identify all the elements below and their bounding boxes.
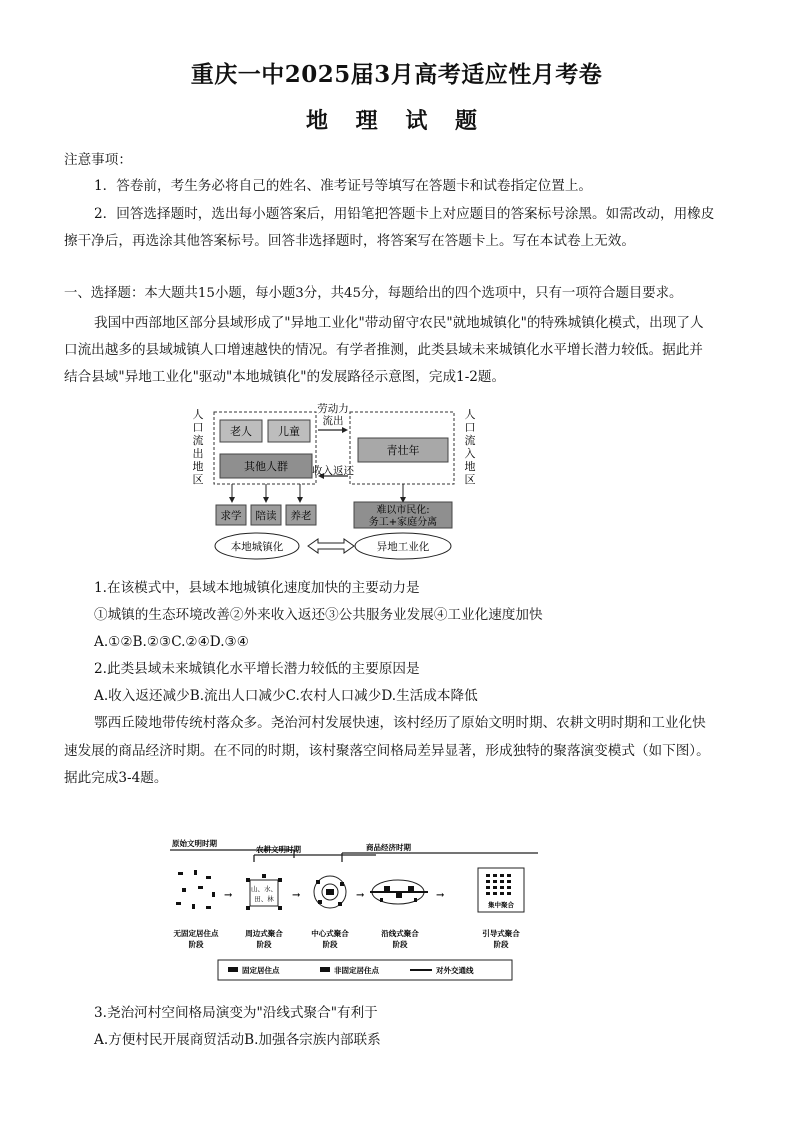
study-label: 求学 bbox=[220, 510, 242, 522]
q1-options: A.①②B.②③C.②④D.③④ bbox=[94, 634, 249, 650]
subject-title: 地 理 试 题 bbox=[306, 108, 487, 134]
legend-fixed-label: 固定居住点 bbox=[242, 966, 280, 975]
remote-industrialization-label: 异地工业化 bbox=[376, 541, 430, 553]
urbanization-path-diagram bbox=[190, 398, 480, 568]
q3-options: A.方便村民开展商贸活动B.加强各宗族内部联系 bbox=[94, 1032, 381, 1048]
settlement-evolution-diagram bbox=[166, 836, 546, 986]
svg-text:→: → bbox=[436, 890, 445, 901]
hard-citizenize-label-2: 务工+家庭分离 bbox=[368, 517, 438, 528]
hard-citizenize-label-1: 难以市民化: bbox=[376, 505, 430, 516]
youth-label: 青壮年 bbox=[386, 444, 420, 457]
q3-stem: 3.尧治河村空间格局演变为"沿线式聚合"有利于 bbox=[94, 1005, 378, 1021]
right-vertical-label: 人口流入地区 bbox=[464, 408, 476, 486]
stage-1-label-1: 无固定居住点 bbox=[173, 929, 219, 938]
labor-outflow-label-2: 流出 bbox=[322, 415, 344, 427]
q1-stem: 1.在该模式中，县域本地城镇化速度加快的主要动力是 bbox=[94, 580, 420, 596]
stage-5-guided bbox=[478, 868, 524, 912]
legend-nonfixed-label: 非固定居住点 bbox=[334, 966, 379, 975]
geo-label-2: 田、林 bbox=[254, 895, 274, 903]
stage-2-label-2: 阶段 bbox=[256, 940, 272, 949]
notice-item-1: 1．答卷前，考生务必将自己的姓名、准考证号等填写在答题卡和试卷指定位置上。 bbox=[94, 178, 593, 194]
exam-title: 重庆一中2025届3月高考适应性月考卷 bbox=[190, 61, 603, 88]
accompany-label: 陪读 bbox=[255, 510, 277, 522]
stage-5-label-1: 引导式聚合 bbox=[482, 929, 520, 938]
local-urbanization-label: 本地城镇化 bbox=[230, 541, 284, 553]
period-2-label: 农耕文明时期 bbox=[256, 845, 301, 854]
legend-road-label: 对外交通线 bbox=[436, 966, 474, 975]
left-vertical-label: 人口流出地区 bbox=[192, 408, 204, 486]
elderly-care-label: 养老 bbox=[290, 510, 312, 522]
stage-3-label-1: 中心式聚合 bbox=[311, 929, 349, 938]
income-return-label: 收入返还 bbox=[312, 465, 354, 477]
period-3-label: 商品经济时期 bbox=[366, 843, 411, 852]
svg-text:→: → bbox=[356, 890, 365, 901]
period-1-label: 原始文明时期 bbox=[172, 839, 217, 848]
geo-label-1: 山、水、 bbox=[251, 885, 277, 893]
stage-2-label-1: 周边式聚合 bbox=[245, 929, 283, 938]
intro-line-3: 结合县域"异地工业化"驱动"本地城镇化"的发展路径示意图，完成1-2题。 bbox=[64, 369, 506, 385]
mutual-arrow bbox=[308, 539, 354, 553]
stage-4-label-1: 沿线式聚合 bbox=[381, 929, 419, 938]
q2-options: A.收入返还减少B.流出人口减少C.农村人口减少D.生活成本降低 bbox=[94, 688, 478, 704]
section-heading: 一、选择题：本大题共15小题，每小题3分，共45分，每题给出的四个选项中，只有一项符合题目要求。 bbox=[64, 286, 683, 301]
notice-item-2-line-2: 擦干净后，再选涂其他答案标号。回答非选择题时，将答案写在答题卡上。写在本试卷上无效。 bbox=[64, 233, 635, 249]
q1-items: ①城镇的生态环境改善②外来收入返还③公共服务业发展④工业化速度加快 bbox=[94, 607, 543, 623]
stage-3-central bbox=[314, 876, 346, 908]
stage-5-label-2: 阶段 bbox=[493, 940, 509, 949]
stage-3-label-2: 阶段 bbox=[322, 940, 338, 949]
notice-heading: 注意事项： bbox=[64, 152, 132, 168]
passage2-line-1: 鄂西丘陵地带传统村落众多。尧治河村发展快速，该村经历了原始文明时期、农耕文明时期和工业化快 bbox=[94, 715, 706, 731]
stage-4-linear bbox=[370, 880, 428, 904]
svg-text:→: → bbox=[292, 890, 301, 901]
q2-stem: 2.此类县域未来城镇化水平增长潜力较低的主要原因是 bbox=[94, 661, 420, 677]
others-label: 其他人群 bbox=[244, 460, 288, 473]
passage2-line-2: 速发展的商品经济时期。在不同的时期，该村聚落空间格局差异显著，形成独特的聚落演变模式（如下图）。 bbox=[64, 743, 710, 759]
elder-label: 老人 bbox=[230, 425, 252, 438]
labor-outflow-label-1: 劳动力 bbox=[317, 403, 349, 415]
intro-line-1: 我国中西部地区部分县域形成了"异地工业化"带动留守农民"就地城镇化"的特殊城镇化模式，出现了人 bbox=[94, 315, 704, 331]
concentrate-label: 集中聚合 bbox=[488, 901, 514, 909]
svg-text:→: → bbox=[224, 890, 233, 901]
intro-line-2: 口流出越多的县域城镇人口增速越快的情况。有学者推测，此类县域未来城镇化水平增长潜力较低。据此并 bbox=[64, 342, 703, 358]
child-label: 儿童 bbox=[278, 425, 300, 438]
passage2-line-3: 据此完成3-4题。 bbox=[64, 770, 168, 786]
stage-1-label-2: 阶段 bbox=[188, 940, 204, 949]
stage-2-peripheral bbox=[246, 874, 282, 910]
notice-item-2-line-1: 2．回答选择题时，选出每小题答案后，用铅笔把答题卡上对应题目的答案标号涂黑。如需改动，用橡皮 bbox=[94, 206, 715, 222]
stage-1-scattered-points bbox=[176, 870, 215, 909]
stage-4-label-2: 阶段 bbox=[392, 940, 408, 949]
